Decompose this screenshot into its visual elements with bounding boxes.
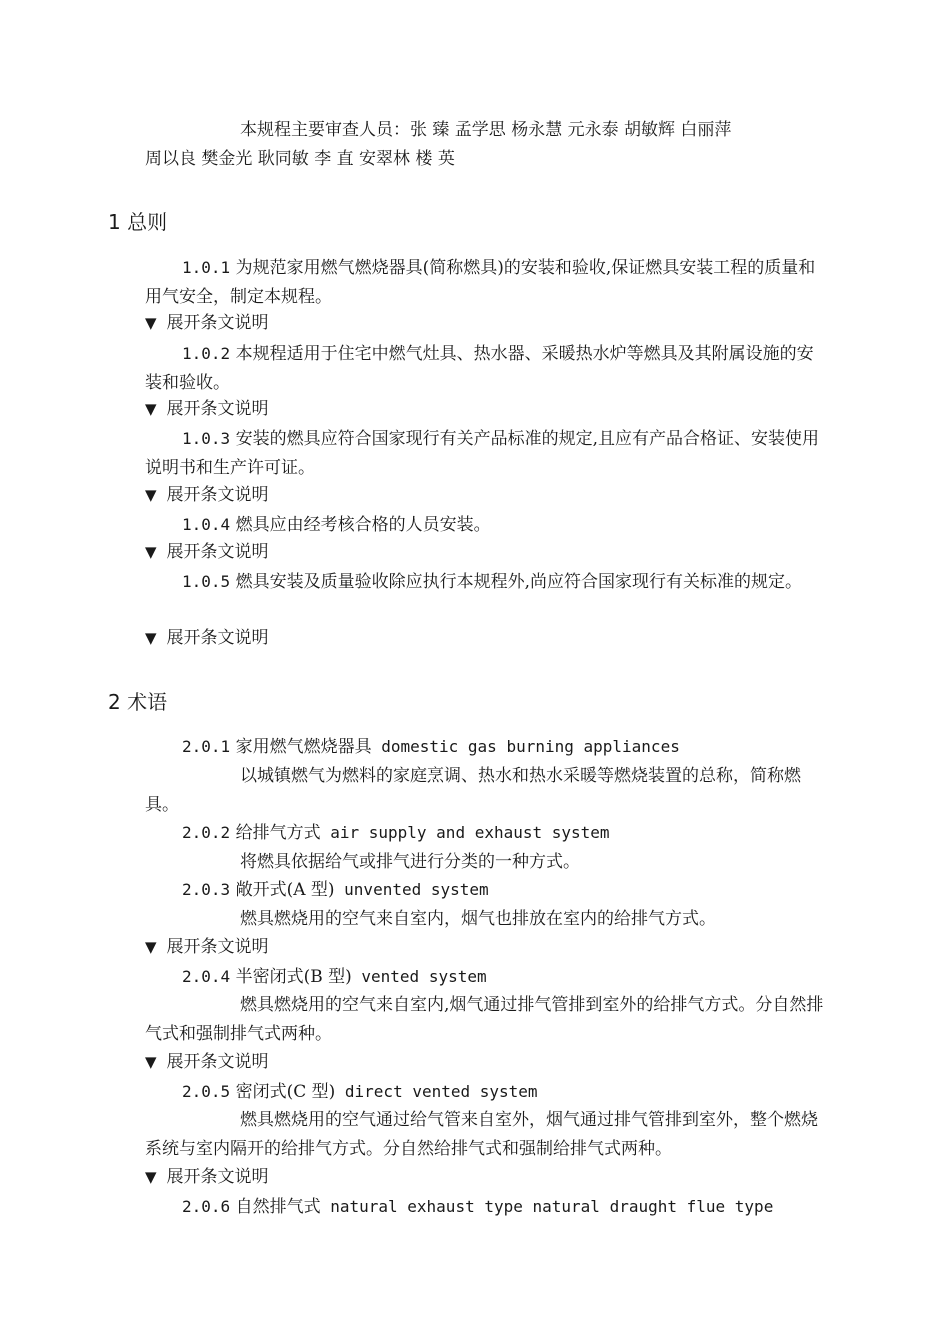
term-2-0-2-heading (145, 819, 825, 848)
clause-1-0-2 (145, 340, 825, 397)
term-name: 自然排气式 (230, 1197, 321, 1217)
term-number: 2.0.6 (182, 1197, 231, 1216)
term-english: air supply and exhaust system (320, 823, 610, 842)
term-english: domestic gas burning appliances (371, 737, 680, 756)
term-english: direct vented system (335, 1082, 538, 1101)
term-number: 2.0.5 (182, 1082, 231, 1101)
section-2-title: 2 术语 (108, 690, 168, 714)
clause-text: 燃具应由经考核合格的人员安装。 (230, 515, 491, 535)
toggle-label: 展开条文说明 (166, 1167, 269, 1187)
expand-explanation-toggle[interactable] (145, 309, 269, 338)
expand-explanation-toggle[interactable] (145, 538, 269, 567)
term-english: vented system (351, 967, 487, 986)
term-2-0-2-definition: 将燃具依据给气或排气进行分类的一种方式。 (240, 852, 580, 872)
expand-explanation-toggle[interactable] (145, 395, 269, 424)
term-2-0-4-heading (145, 963, 825, 992)
term-name: 密闭式(C 型) (230, 1082, 336, 1102)
triangle-down-icon: ▼ (145, 938, 157, 956)
expand-explanation-toggle[interactable] (145, 1048, 269, 1077)
term-2-0-4-definition: 燃具燃烧用的空气来自室内,烟气通过排气管排到室外的给排气方式。分自然排气式和强制排气式两种。 (145, 995, 824, 1044)
term-english: unvented system (334, 880, 489, 899)
term-2-0-6-heading (145, 1193, 825, 1222)
toggle-label: 展开条文说明 (166, 1052, 269, 1072)
clause-text: 安装的燃具应符合国家现行有关产品标准的规定,且应有产品合格证、安装使用说明书和生产许可证。 (145, 429, 819, 478)
reviewers-line-1: 本规程主要审查人员：张 臻 孟学思 杨永慧 元永泰 胡敏辉 白丽萍 (240, 120, 732, 140)
term-name: 半密闭式(B 型) (230, 967, 352, 987)
clause-number: 1.0.2 (182, 344, 231, 363)
expand-explanation-toggle[interactable] (145, 624, 269, 653)
toggle-label: 展开条文说明 (166, 485, 269, 505)
toggle-label: 展开条文说明 (166, 313, 269, 333)
toggle-label: 展开条文说明 (166, 628, 269, 648)
term-number: 2.0.2 (182, 823, 231, 842)
term-name: 家用燃气燃烧器具 (230, 737, 372, 757)
clause-number: 1.0.5 (182, 572, 231, 591)
term-number: 2.0.1 (182, 737, 231, 756)
term-name: 敞开式(A 型) (230, 880, 335, 900)
clause-number: 1.0.3 (182, 429, 231, 448)
triangle-down-icon: ▼ (145, 314, 157, 332)
term-2-0-5-heading (145, 1078, 825, 1107)
clause-number: 1.0.1 (182, 258, 231, 277)
clause-text: 燃具安装及质量验收除应执行本规程外,尚应符合国家现行有关标准的规定。 (230, 572, 802, 592)
section-1-title: 1 总则 (108, 210, 168, 234)
clause-1-0-5 (145, 568, 825, 597)
clause-1-0-1 (145, 254, 825, 311)
term-2-0-3-heading (145, 876, 825, 905)
term-number: 2.0.3 (182, 880, 231, 899)
clause-1-0-4 (145, 511, 825, 540)
clause-number: 1.0.4 (182, 515, 231, 534)
term-english: natural exhaust type natural draught flue type (320, 1197, 774, 1216)
triangle-down-icon: ▼ (145, 486, 157, 504)
triangle-down-icon: ▼ (145, 400, 157, 418)
term-2-0-1-definition: 以城镇燃气为燃料的家庭烹调、热水和热水采暖等燃烧装置的总称，简称燃具。 (145, 766, 801, 815)
triangle-down-icon: ▼ (145, 1053, 157, 1071)
expand-explanation-toggle[interactable] (145, 481, 269, 510)
expand-explanation-toggle[interactable] (145, 1163, 269, 1192)
triangle-down-icon: ▼ (145, 629, 157, 647)
clause-text: 为规范家用燃气燃烧器具(简称燃具)的安装和验收,保证燃具安装工程的质量和用气安全，制定本规程。 (145, 258, 816, 307)
toggle-label: 展开条文说明 (166, 399, 269, 419)
toggle-label: 展开条文说明 (166, 542, 269, 562)
term-number: 2.0.4 (182, 967, 231, 986)
reviewers-line-2: 周以良 樊金光 耿同敏 李 直 安翠林 楼 英 (145, 149, 455, 169)
term-name: 给排气方式 (230, 823, 321, 843)
expand-explanation-toggle[interactable] (145, 933, 269, 962)
clause-1-0-3 (145, 425, 825, 482)
term-2-0-3-definition: 燃具燃烧用的空气来自室内，烟气也排放在室内的给排气方式。 (240, 909, 716, 929)
triangle-down-icon: ▼ (145, 1168, 157, 1186)
term-2-0-5-definition: 燃具燃烧用的空气通过给气管来自室外，烟气通过排气管排到室外，整个燃烧系统与室内隔开的给排气方式。分自然给排气式和强制给排气式两种。 (145, 1110, 818, 1159)
triangle-down-icon: ▼ (145, 543, 157, 561)
toggle-label: 展开条文说明 (166, 937, 269, 957)
term-2-0-1-heading (145, 733, 825, 762)
clause-text: 本规程适用于住宅中燃气灶具、热水器、采暖热水炉等燃具及其附属设施的安装和验收。 (145, 344, 814, 393)
